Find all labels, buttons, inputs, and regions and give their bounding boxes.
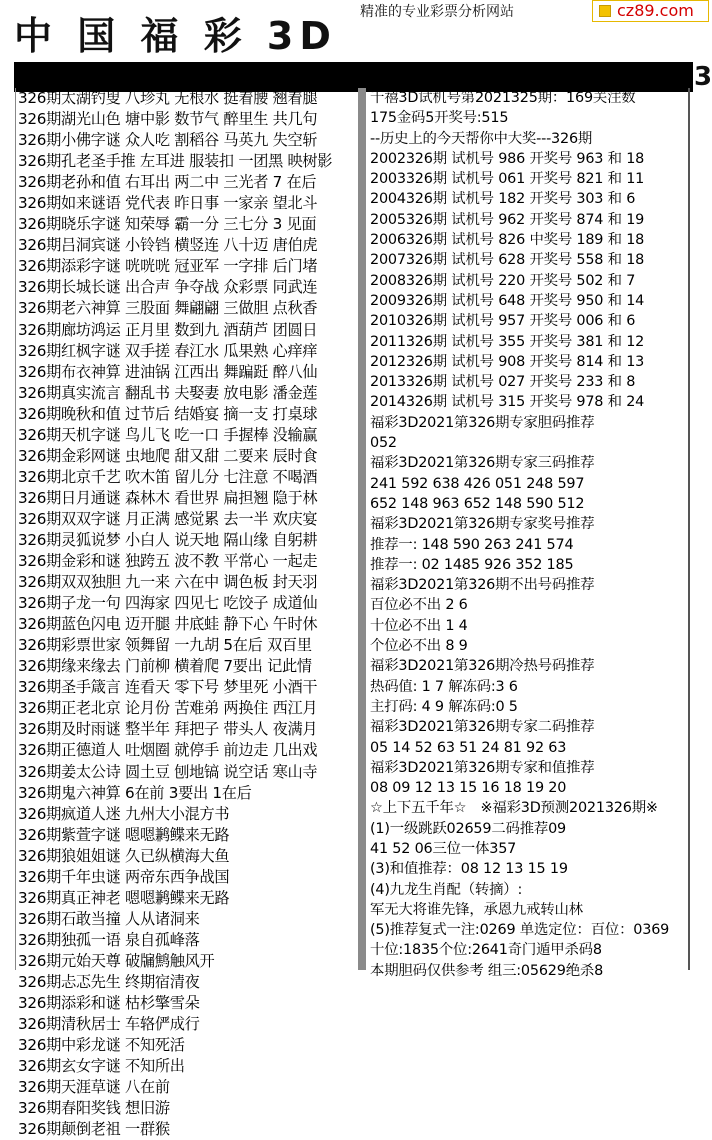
prediction-row: (4)九龙生肖配（转摘）:	[370, 881, 523, 898]
riddle-row: 326期中彩龙谜 不知死活	[18, 1036, 185, 1055]
riddle-row: 326期廊坊鸿运 正月里 数到九 酒葫芦 团圆日	[18, 320, 318, 339]
prediction-row: 福彩3D2021第326期冷热号码推荐	[370, 658, 595, 675]
riddle-row: 326期孔老圣手推 左耳进 服装扣 一团黑 映树影	[18, 152, 333, 171]
prediction-row: 福彩3D2021第326期专家胆码推荐	[370, 414, 595, 431]
prediction-row: 百位必不出 2 6	[370, 597, 468, 614]
prediction-row: (5)推荐复式一注:0269 单选定位：百位：0369	[370, 922, 670, 939]
column-divider	[358, 88, 366, 970]
prediction-row: 2013326期 试机号 027 开奖号 233 和 8	[370, 374, 636, 391]
prediction-row: 41 52 06三位一体357	[370, 840, 517, 857]
logo-square-icon	[599, 5, 611, 17]
prediction-row: 2005326期 试机号 962 开奖号 874 和 19	[370, 211, 645, 228]
right-column-border	[688, 88, 690, 970]
prediction-row: 主打码: 4 9 解冻码:0 5	[370, 698, 518, 715]
riddle-row: 326期姜太公诗 圆土豆 刨地镐 说空话 寒山寺	[18, 762, 318, 781]
prediction-row: 热码值: 1 7 解冻码:3 6	[370, 678, 518, 695]
riddle-row: 326期清秋居士 车辂俨成行	[18, 1015, 200, 1034]
riddle-row: 326期双双独胆 九一来 六在中 调色板 封天羽	[18, 573, 318, 592]
riddle-row: 326期正老北京 论月份 苦难弟 两换住 西江月	[18, 699, 318, 718]
prediction-row: 个位必不出 8 9	[370, 638, 468, 655]
riddle-row: 326期真实流言 翻乱书 夫娶妻 放电影 潘金莲	[18, 383, 318, 402]
riddle-row: 326期独孤一语 泉自孤峰落	[18, 930, 200, 949]
prediction-row: 052	[370, 435, 397, 452]
prediction-row: 2009326期 试机号 648 开奖号 950 和 14	[370, 292, 645, 309]
riddle-row: 326期真正神老 嗯嗯鹣鲽来无路	[18, 888, 230, 907]
logo-text: cz89.com	[617, 1, 694, 20]
riddle-row: 326期颠倒老祖 一群猴	[18, 1120, 170, 1139]
prediction-row: 652 148 963 652 148 590 512	[370, 495, 585, 512]
riddle-row: 326期天涯草谜 八在前	[18, 1078, 170, 1097]
prediction-row: ☆上下五千年☆ ※福彩3D预测2021326期※	[370, 800, 658, 817]
riddle-row: 326期晓乐字谜 知荣辱 霸一分 三七分 3 见面	[18, 215, 317, 234]
riddle-row: 326期双双字谜 月正满 感觉累 去一半 欢庆宴	[18, 509, 318, 528]
riddle-row: 326期湖光山色 塘中影 数节气 醉里生 共几句	[18, 110, 318, 129]
prediction-row: 2006326期 试机号 826 中奖号 189 和 18	[370, 232, 645, 249]
riddle-row: 326期长城长谜 出合声 争夺战 众彩票 同武连	[18, 278, 318, 297]
riddle-row: 326期太湖钓叟 八珍丸 无根水 挺着腰 翘着腿	[18, 89, 318, 107]
riddle-row: 326期日月通谜 森林木 看世界 扁担翘 隐于林	[18, 488, 318, 507]
riddle-row: 326期如来谜语 党代表 昨日事 一家亲 望北斗	[18, 194, 318, 213]
prediction-row: 福彩3D2021第326期专家三码推荐	[370, 455, 595, 472]
prediction-row: 2014326期 试机号 315 开奖号 978 和 24	[370, 394, 645, 411]
prediction-row: 军无大将谁先锋，承恩九戒转山林	[370, 901, 583, 918]
riddle-row: 326期鬼六神算 6在前 3要出 1在后	[18, 783, 252, 802]
prediction-row: 08 09 12 13 15 16 18 19 20	[370, 780, 567, 797]
riddle-row: 326期金彩和谜 独跨五 波不教 平常心 一起走	[18, 552, 318, 571]
prediction-row: 2012326期 试机号 908 开奖号 814 和 13	[370, 353, 645, 370]
riddle-row: 326期红枫字谜 双手搓 春江水 瓜果熟 心痒痒	[18, 341, 318, 360]
prediction-row: 福彩3D2021第326期专家和值推荐	[370, 759, 595, 776]
riddle-row: 326期狼姐姐谜 久已纵横海大鱼	[18, 846, 230, 865]
prediction-row: 本期胆码仅供参考 组三:05629绝杀8	[370, 962, 604, 979]
prediction-row: 2011326期 试机号 355 开奖号 381 和 12	[370, 333, 645, 350]
riddle-row: 326期北京千艺 吹木笛 留儿分 七注意 不喝酒	[18, 467, 318, 486]
riddle-row: 326期春阳奖钱 想旧游	[18, 1099, 170, 1118]
banner-title: 中 国 福 彩 3D	[14, 14, 337, 58]
riddle-row: 326期紫萱字谜 嗯嗯鹣鲽来无路	[18, 825, 230, 844]
prediction-row: 2004326期 试机号 182 开奖号 303 和 6	[370, 191, 636, 208]
prediction-row: 推荐一: 148 590 263 241 574	[370, 536, 574, 553]
prediction-row: 十位:1835个位:2641奇门遁甲杀码8	[370, 942, 602, 959]
prediction-row: 2008326期 试机号 220 开奖号 502 和 7	[370, 272, 636, 289]
riddle-row: 326期天机字谜 鸟儿飞 吃一口 手握棒 没输赢	[18, 425, 318, 444]
prediction-row: 241 592 638 426 051 248 597	[370, 475, 585, 492]
riddle-row: 326期添彩和谜 枯杉擎雪朵	[18, 994, 200, 1013]
riddle-row: 326期老孙和值 右耳出 两二中 三光者 7 在后	[18, 173, 317, 192]
prediction-row: 05 14 52 63 51 24 81 92 63	[370, 739, 567, 756]
site-logo[interactable]	[592, 0, 709, 22]
prediction-row: 175金码5开奖号:515	[370, 110, 509, 127]
riddle-row: 326期石敢当撞 人从诸洞来	[18, 909, 200, 928]
prediction-row: 2007326期 试机号 628 开奖号 558 和 18	[370, 252, 645, 269]
riddle-row: 326期吕洞宾谜 小铃铛 横竖连 八十迈 唐伯虎	[18, 236, 318, 255]
prediction-row: (3)和值推荐：08 12 13 15 19	[370, 861, 568, 878]
right-prediction-column	[366, 88, 688, 979]
riddle-row: 326期彩票世家 领舞留 一九胡 5在后 双百里	[18, 636, 312, 655]
prediction-row: --历史上的今天帮你中大奖---326期	[370, 130, 593, 147]
riddle-row: 326期金彩网谜 虫地爬 甜又甜 二要来 辰时食	[18, 446, 318, 465]
riddle-row: 326期疯道人迷 九州大小混方书	[18, 804, 230, 823]
riddle-row: 326期千年虫谜 两帝东西争战国	[18, 867, 230, 886]
prediction-row: 2003326期 试机号 061 开奖号 821 和 11	[370, 171, 645, 188]
prediction-row: 2002326期 试机号 986 开奖号 963 和 18	[370, 150, 645, 167]
riddle-row: 326期晚秋和值 过节后 结婚宴 摘一支 打桌球	[18, 404, 318, 423]
riddle-row: 326期玄女字谜 不知所出	[18, 1057, 185, 1076]
riddle-row: 326期蓝色闪电 迈开腿 井底蛙 静下心 午时休	[18, 615, 318, 634]
riddle-row: 326期添彩字谜 咣咣咣 冠亚军 一字排 后门堵	[18, 257, 318, 276]
banner-subtitle: 精准的专业彩票分析网站	[360, 4, 514, 20]
riddle-row: 326期正德道人 吐烟圈 就停手 前边走 几出戏	[18, 741, 318, 760]
prediction-row: 福彩3D2021第326期不出号码推荐	[370, 577, 595, 594]
prediction-row: (1)一级跳跃02659二码推荐09	[370, 820, 567, 837]
prediction-row: 千禧3D试机号第2021325期：169关注数	[370, 90, 636, 106]
header-bar-edge-text: 3	[694, 62, 712, 92]
riddle-row: 326期小佛字谜 众人吃 割稻谷 马英九 失空斩	[18, 131, 318, 150]
riddle-row: 326期圣手箴言 连看天 零下号 梦里死 小酒干	[18, 678, 318, 697]
prediction-row: 福彩3D2021第326期专家奖号推荐	[370, 516, 595, 533]
riddle-row: 326期忐忑先生 终期宿清夜	[18, 972, 200, 991]
left-riddle-column	[15, 88, 359, 1139]
riddle-row: 326期老六神算 三股面 舞翩翩 三做胆 点秋香	[18, 299, 318, 318]
prediction-row: 福彩3D2021第326期专家二码推荐	[370, 719, 595, 736]
prediction-row: 十位必不出 1 4	[370, 617, 468, 634]
prediction-row: 2010326期 试机号 957 开奖号 006 和 6	[370, 313, 636, 330]
prediction-row: 推荐一: 02 1485 926 352 185	[370, 556, 574, 573]
riddle-row: 326期子龙一句 四海家 四见七 吃饺子 成道仙	[18, 594, 318, 613]
riddle-row: 326期及时雨谜 整半年 拜把子 带头人 夜满月	[18, 720, 318, 739]
riddle-row: 326期灵狐说梦 小白人 说天地 隔山缘 自躬耕	[18, 530, 318, 549]
riddle-row: 326期布衣神算 进油锅 江西出 舞蹁跹 醉八仙	[18, 362, 318, 381]
riddle-row: 326期元始天尊 破牖鹪触风开	[18, 951, 215, 970]
riddle-row: 326期缘来缘去 门前柳 横着爬 7要出 记此情	[18, 657, 312, 676]
